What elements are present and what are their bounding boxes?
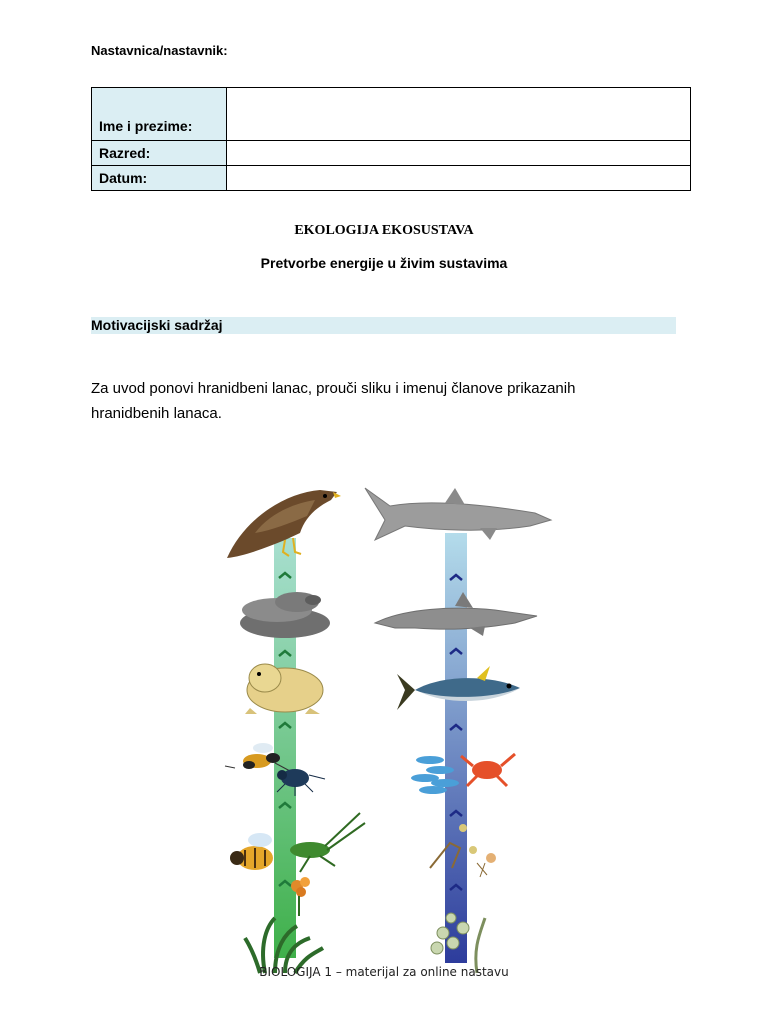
food-chain-illustration (215, 478, 565, 978)
table-row (92, 141, 691, 166)
table-row (92, 166, 691, 191)
intro-paragraph: Za uvod ponovi hranidbeni lanac, prouči sliku i imenuj članove prikazanih hranidbenih lanaca. (91, 380, 576, 422)
footer: BIOLOGIJA 1 – materijal za online nastavu (259, 965, 509, 979)
name-label: Ime i prezime: (92, 88, 227, 141)
section-heading: Motivacijski sadržaj (91, 317, 676, 334)
toad-icon (245, 664, 323, 714)
teacher-label: Nastavnica/nastavnik: (91, 43, 228, 58)
page-title: EKOLOGIJA EKOSUSTAVA (294, 223, 474, 238)
grasshopper-icon (290, 813, 365, 872)
page-subtitle: Pretvorbe energije u živim sustavima (260, 255, 508, 271)
name-field[interactable] (227, 88, 691, 141)
student-info-table (91, 87, 691, 191)
date-field[interactable] (227, 166, 691, 191)
snake-icon (240, 592, 330, 638)
class-label: Razred: (92, 141, 227, 166)
crab-icon (461, 754, 515, 786)
shark-icon (365, 488, 551, 540)
bee-icon (230, 833, 273, 870)
class-field[interactable] (227, 141, 691, 166)
hawk-icon (227, 490, 341, 558)
date-label: Datum: (92, 166, 227, 191)
table-row (92, 88, 691, 141)
